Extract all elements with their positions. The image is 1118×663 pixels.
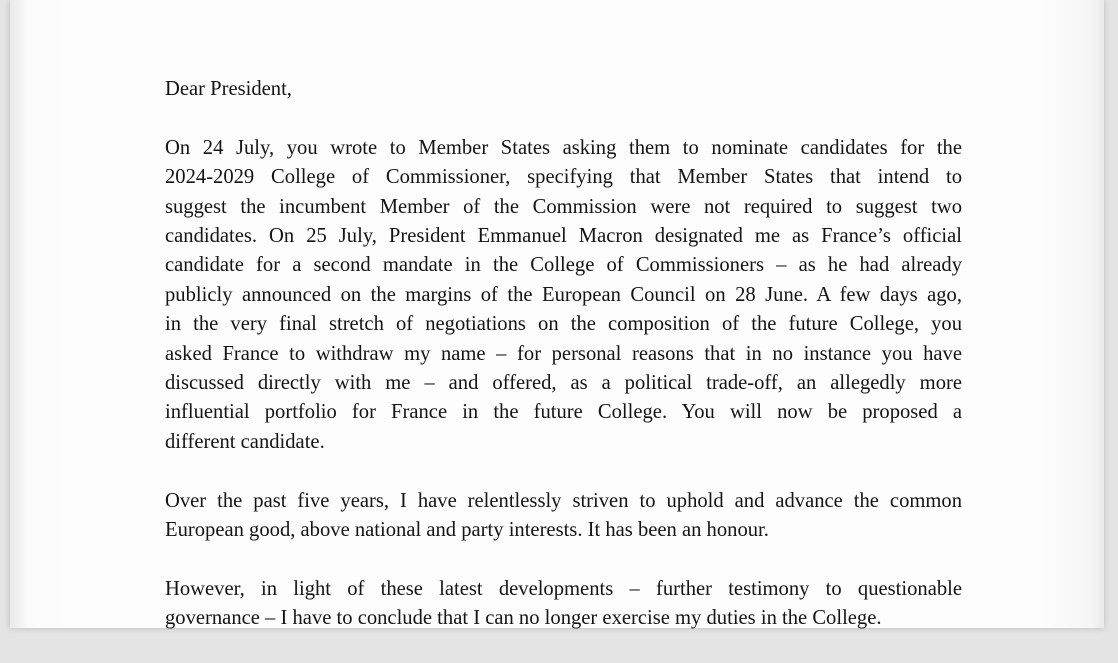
paragraph-line: publicly announced on the margins of the European Council on 28 June. A few days ago, — [165, 283, 962, 306]
paragraph-line: suggest the incumbent Member of the Commission were not required to suggest two — [165, 195, 962, 218]
paragraph-line: 2024-2029 College of Commissioner, specifying that Member States that intend to — [165, 166, 962, 189]
paragraph-line: in the very final stretch of negotiations on the composition of the future College, you — [165, 313, 962, 336]
paragraph-line: influential portfolio for France in the future College. You will now be proposed a — [165, 401, 962, 424]
letter-body — [165, 75, 962, 663]
paragraph-line: Over the past five years, I have relentlessly striven to uphold and advance the common — [165, 489, 962, 512]
paragraph-line: discussed directly with me – and offered, as a political trade-off, an allegedly more — [165, 372, 962, 395]
letter-paragraph-1 — [165, 134, 962, 457]
letter-paragraph-3 — [165, 575, 962, 634]
paragraph-line: governance – I have to conclude that I can no longer exercise my duties in the College. — [165, 607, 882, 630]
paragraph-line: However, in light of these latest developments – further testimony to questionable — [165, 577, 962, 600]
letter-page — [10, 0, 1104, 628]
paragraph-line: different candidate. — [165, 430, 325, 453]
letter-paragraph-2 — [165, 487, 962, 546]
paragraph-line: candidates. On 25 July, President Emmanuel Macron designated me as France’s official — [165, 225, 962, 248]
paragraph-line: candidate for a second mandate in the College of Commissioners – as he had already — [165, 254, 962, 277]
paragraph-line: On 24 July, you wrote to Member States asking them to nominate candidates for the — [165, 136, 962, 159]
paragraph-line: asked France to withdraw my name – for personal reasons that in no instance you have — [165, 342, 962, 365]
paragraph-line: European good, above national and party interests. It has been an honour. — [165, 519, 769, 542]
letter-greeting: Dear President, — [165, 78, 292, 100]
